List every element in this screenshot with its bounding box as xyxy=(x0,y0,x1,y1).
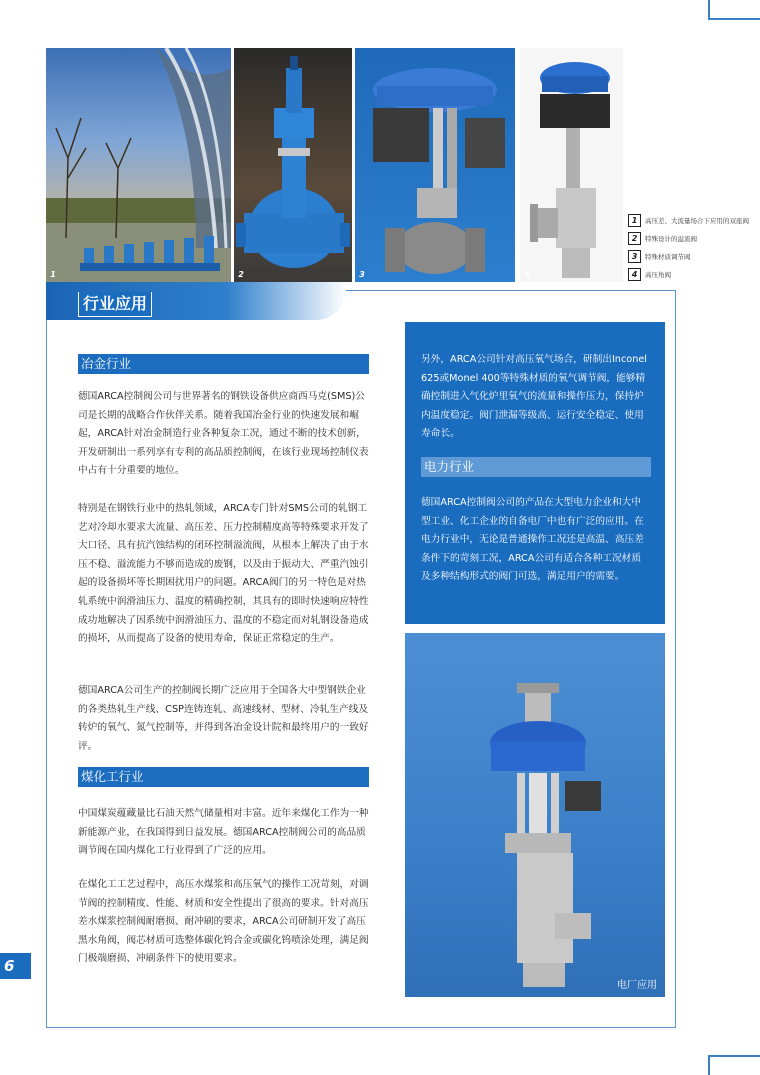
paragraph-coal-chemical-2 xyxy=(78,876,370,969)
page-number: 6 xyxy=(4,957,15,975)
photo-number: 4 xyxy=(524,270,530,279)
paragraph-text: 德国ARCA控制阀公司与世界著名的钢铁设备供应商西马克(SMS)公司是长期的战略合作伙伴关系。随着我国冶金行业的快速发展和崛起，ARCA针对冶金制造行业各种复杂工况，通过不断的技术创新，开发研制出一系列享有专利的高品质控制阀，在该行业现场控制仪表中占有十分重要的地位。 xyxy=(78,391,369,477)
photo-number: 2 xyxy=(238,270,244,279)
paragraph-metallurgy-1 xyxy=(78,388,370,481)
plant-photo-caption: 电厂应用 xyxy=(617,980,657,991)
legend-text: 特殊设计的溢流阀 xyxy=(645,235,697,243)
photo3-illustration xyxy=(355,48,515,282)
section-heading-power: 电力行业 xyxy=(421,457,651,477)
photo-legend xyxy=(628,213,756,285)
section-heading-metallurgy: 冶金行业 xyxy=(78,354,369,374)
corner-decoration-bottom xyxy=(708,1055,760,1075)
power-plant-application-photo xyxy=(405,633,665,997)
legend-number: 2 xyxy=(628,232,641,245)
paragraph-metallurgy-2 xyxy=(78,500,370,649)
legend-item xyxy=(628,249,756,264)
photo-number: 3 xyxy=(359,270,365,279)
photo-high-pressure-angle-valve xyxy=(520,48,623,282)
legend-item xyxy=(628,231,756,246)
legend-item xyxy=(628,267,756,282)
paragraph-metallurgy-3 xyxy=(78,682,370,756)
photo1-illustration xyxy=(46,48,231,282)
panel-intro-paragraph: 另外，ARCA公司针对高压氧气场合，研制出Inconel 625或Monel 400等特殊材质的氧气调节阀，能够精确控制进入气化炉里氧气的流量和操作压力，保持炉内温度稳定。阀门泄漏等级高、运行安全稳定、使用寿命长。 xyxy=(421,354,647,440)
legend-text: 特殊材质调节阀 xyxy=(645,253,691,261)
legend-number: 4 xyxy=(628,268,641,281)
photo-special-material-valve xyxy=(355,48,515,282)
photo-overflow-valve xyxy=(234,48,352,282)
paragraph-coal-chemical-1 xyxy=(78,805,370,861)
legend-item xyxy=(628,213,756,228)
paragraph-text: 中国煤炭蕴藏量比石油天然气储量相对丰富。近年来煤化工作为一种新能源产业，在我国得到日益发展。德国ARCA控制阀公司的高品质调节阀在国内煤化工行业得到了广泛的应用。 xyxy=(78,808,369,857)
plant-photo-illustration xyxy=(405,633,665,997)
photo-number: 1 xyxy=(50,270,56,279)
photo-double-seat-valves xyxy=(46,48,231,282)
page-title: 行业应用 xyxy=(78,292,152,317)
legend-text: 高压角阀 xyxy=(645,271,671,279)
page-number-tab xyxy=(0,953,31,979)
legend-number: 1 xyxy=(628,214,641,227)
legend-text: 高压差、大流量场合下应用的双座阀 xyxy=(645,217,749,225)
paragraph-text: 在煤化工工艺过程中，高压水煤浆和高压氧气的操作工况苛刻，对调节阀的控制精度、性能、材质和安全性提出了很高的要求。针对高压差水煤浆控制阀耐磨损、耐冲刷的要求，ARCA公司研制开发了高压黑水角阀，阀芯材质可选整体碳化钨合金或碳化钨喷涂处理，满足阀门极端磨损、冲刷条件下的使用要求。 xyxy=(78,879,369,965)
panel-body-paragraph: 德国ARCA控制阀公司的产品在大型电力企业和大中型工业、化工企业的自备电厂中也有广泛的应用。在电力行业中，无论是普通操作工况还是高温、高压差条件下的苛刻工况，ARCA公司有适合各种工况材质及多种结构形式的阀门可选，满足用户的需要。 xyxy=(421,497,644,583)
paragraph-text: 德国ARCA公司生产的控制阀长期广泛应用于全国各大中型钢铁企业的各类热轧生产线、CSP连铸连轧、高速线材、型材、冷轧生产线及转炉的氧气、氮气控制等，并得到各冶金设计院和最终用户的一致好评。 xyxy=(78,685,369,752)
photo2-illustration xyxy=(234,48,352,282)
legend-number: 3 xyxy=(628,250,641,263)
paragraph-text: 特别是在钢铁行业中的热轧领域，ARCA专门针对SMS公司的轧钢工艺对冷却水要求大流量、高压差、压力控制精度高等特殊要求开发了大口径、具有抗汽蚀结构的闭环控制溢流阀，从根本上解决了由于水压不稳、溢流能力不够而造成的废钢，以及由于振动大、严重汽蚀引起的设备损坏等长期困扰用户的问题。ARCA阀门的另一特色是对热轧系统中润滑油压力、温度的精确控制，其具有的即时快速响应特性成功地解决了因系统中润滑油压力、温度的不稳定而对轧钢设备造成的损坏，从而提高了设备的使用寿命，保证正常稳定的生产。 xyxy=(78,503,369,645)
corner-decoration-top xyxy=(708,0,760,20)
photo4-illustration xyxy=(520,48,623,282)
section-heading-coal-chemical: 煤化工行业 xyxy=(78,767,369,787)
